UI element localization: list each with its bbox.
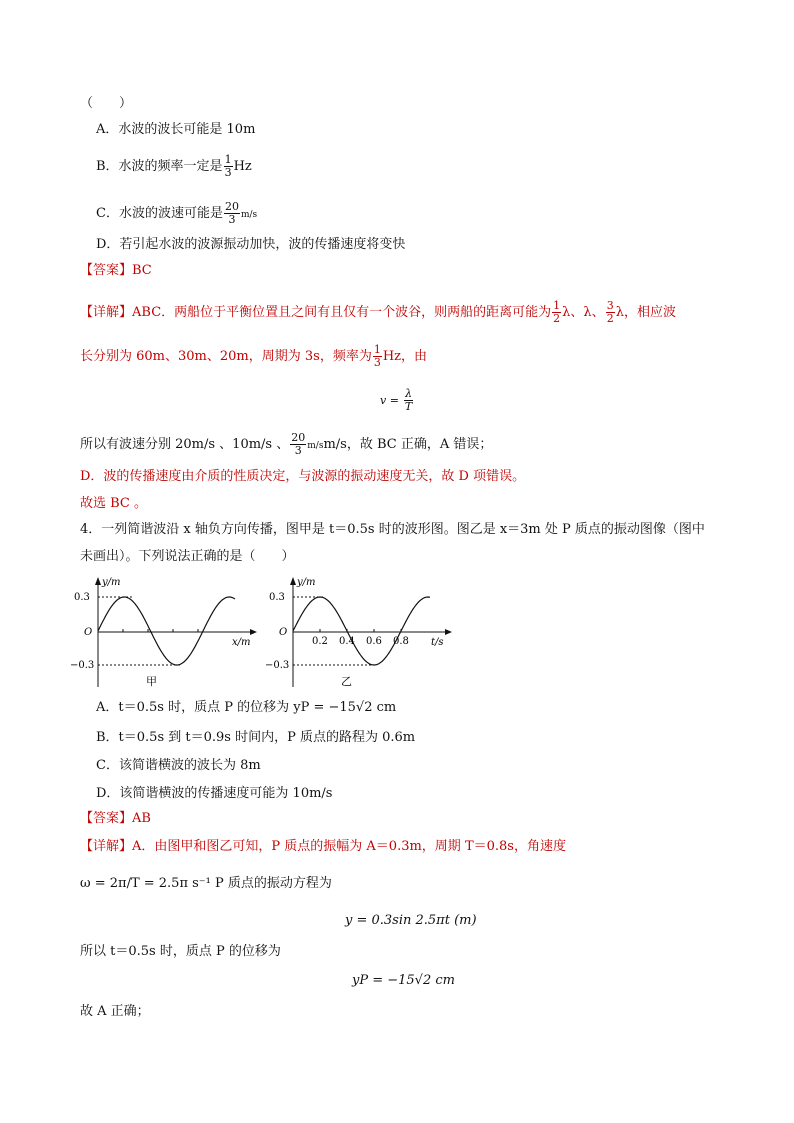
frac-num: 1 [373,343,381,356]
graph-yi-tick-label: 0.4 [339,636,355,647]
frac-den: T [404,400,413,413]
graph-yi-tick-label: 0.8 [393,636,409,647]
q4-option-a: A．t＝0.5s 时，质点 P 的位移为 yP = −15√2 cm [96,700,397,715]
formula-v-lambda-t [380,388,414,413]
graph-yi-tick-label: 0.6 [366,636,382,647]
unit: m/s [307,441,324,451]
lambda-symbol: λ [583,305,592,320]
frac-num: 20 [291,431,306,444]
frac-den: 3 [228,213,236,226]
graph-yi-ylabel: y/m [297,577,316,588]
q4-detail-3: 所以 t＝0.5s 时，质点 P 的位移为 [80,944,281,959]
q4-equation-2: yP = −15√2 cm [352,973,455,988]
frac-den: 3 [294,444,302,457]
detail-text: Hz，由 [382,349,428,364]
option-b-unit: Hz [233,159,252,174]
detail-text: 所以有波速分别 20m/s 、10m/s 、 [80,437,290,452]
detail-tag: 【详解】 [80,839,133,854]
graph-jia-ytick-bottom: −0.3 [70,660,95,671]
option-a: A．水波的波长可能是 10m [96,122,256,137]
detail-line-1 [80,300,676,325]
graph-jia [70,575,260,690]
fraction-one-third [224,154,233,179]
formula-fraction [404,388,413,413]
option-c-text: C．水波的波速可能是 [96,206,223,221]
separator: 、 [591,305,605,320]
graph-yi-origin: O [279,627,288,638]
detail-line-3 [80,432,492,457]
graph-jia-xlabel: x/m [232,637,251,648]
detail-tag: 【详解】 [80,305,133,320]
frac-num: 1 [224,153,232,166]
detail-text: ABC．两船位于平衡位置且之间有且仅有一个波谷，则两船的距离可能为 [132,305,552,320]
lambda-symbol: λ [562,305,571,320]
option-c-unit: m/s [240,210,258,220]
conclusion: 故选 BC 。 [80,496,148,511]
lambda-symbol: λ [615,305,624,320]
graph-yi-xlabel: t/s [431,637,444,648]
answer-label: 【答案】BC [80,263,152,278]
graph-jia-ylabel: y/m [102,577,121,588]
graph-jia-ytick-top: 0.3 [74,592,90,603]
frac-num: 1 [553,299,561,312]
graph-yi-ytick-bottom: −0.3 [265,660,290,671]
q4-stem-2: 未画出）。下列说法正确的是（ ） [80,549,295,564]
detail-text: A．由图甲和图乙可知，P 质点的振幅为 A＝0.3m，周期 T＝0.8s，角速度 [132,839,566,854]
option-b-text: B．水波的频率一定是 [96,159,223,174]
fraction-three-halves [606,300,615,325]
detail-line-4: D．波的传播速度由介质的性质决定，与波源的振动速度无关，故 D 项错误。 [80,469,526,484]
fraction-half [552,300,561,325]
q4-detail-2: ω = 2π/T = 2.5π s⁻¹ P 质点的振动方程为 [80,876,332,891]
q4-conclusion: 故 A 正确； [80,1004,150,1019]
q4-option-b: B．t＝0.5s 到 t＝0.9s 时间内，P 质点的路程为 0.6m [96,730,416,745]
graph-yi-tick-label: 0.2 [312,636,328,647]
graph-yi [265,575,455,690]
option-c [96,201,257,226]
detail-text: m/s，故 BC 正确，A 错误； [323,437,493,452]
frac-den: 2 [553,312,561,325]
detail-text: 长分别为 60m、30m、20m，周期为 3s，频率为 [80,349,372,364]
fraction-one-third [373,344,382,369]
graph-yi-caption: 乙 [341,675,352,688]
question-bracket: （ ） [80,96,133,111]
option-d: D．若引起水波的波源振动加快，波的传播速度将变快 [96,237,406,252]
option-b [96,154,252,179]
frac-den: 3 [373,356,381,369]
q4-answer: 【答案】AB [80,811,151,826]
q4-detail-1 [80,838,566,856]
detail-line-2 [80,344,427,369]
q4-option-d: D．该简谐横波的传播速度可能为 10m/s [96,786,333,801]
graph-yi-ytick-top: 0.3 [269,592,285,603]
detail-text: ，相应波 [623,305,676,320]
fraction-twenty-thirds [224,201,240,226]
frac-den: 2 [606,312,614,325]
q4-stem-1: 4．一列简谐波沿 x 轴负方向传播，图甲是 t＝0.5s 时的波形图。图乙是 x＝3m 处 P 质点的振动图像（图中 [80,522,705,537]
frac-num: 3 [606,299,614,312]
graph-jia-origin: O [84,627,93,638]
frac-den: 3 [224,166,232,179]
q4-option-c: C．该简谐横波的波长为 8m [96,758,261,773]
graph-jia-caption: 甲 [146,675,157,688]
separator: 、 [570,305,584,320]
frac-num: λ [405,387,413,400]
frac-num: 20 [224,200,239,213]
q4-equation-1: y = 0.3sin 2.5πt (m) [345,913,477,928]
fraction-twenty-thirds [290,432,306,457]
formula-lhs: v = [380,394,399,407]
